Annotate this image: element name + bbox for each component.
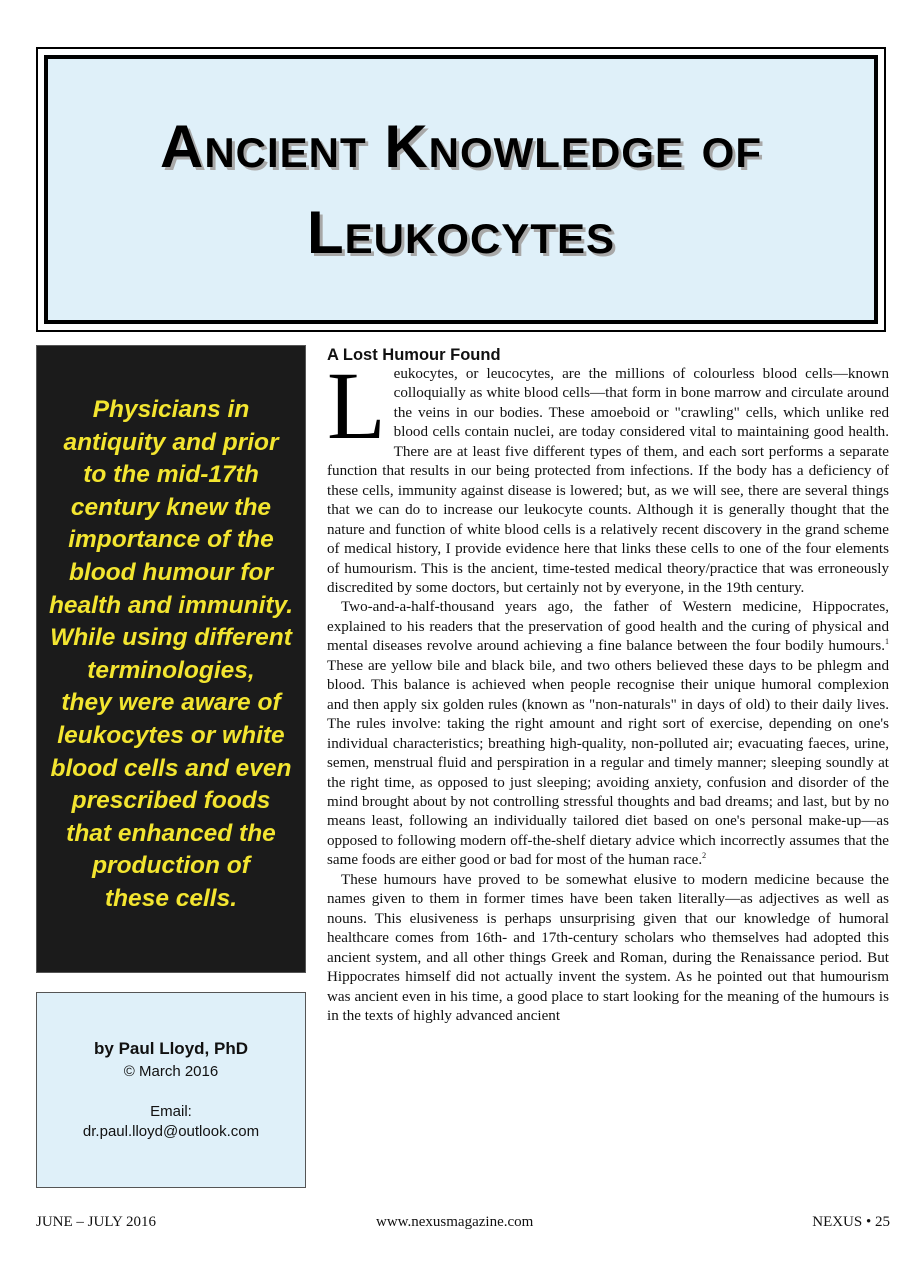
paragraph-3 xyxy=(327,871,889,1027)
author-name: by Paul Lloyd, PhD xyxy=(94,1039,248,1058)
page-footer xyxy=(36,1214,890,1236)
paragraph-1-text: eukocytes, or leucocytes, are the millions of colourless blood cells—known colloquially as white blood cells—that form in bone marrow and circulate around the veins in our bodies. These amoeboid or "crawling" cells, which unlike red blood cells contain nuclei, are today considered vital to maintaining good health. There are at least five different types of them, and each sort performs a separate function that results in our being protected from infections. If the body has a deficiency of these cells, immunity against disease is lowered; but, as we will see, there are several things that we can do to increase our leukocyte counts. Although it is generally thought that the nature and function of white blood cells is a relatively recent discovery in the grand scheme of medical history, I provide evidence here that links these cells to one of the four elements of humourism. This is the ancient, time-tested medical theory/practice that was erroneously discredited by some doctors, but certainly not by everyone, in the 19th century. xyxy=(327,366,889,596)
author-email: dr.paul.lloyd@outlook.com xyxy=(82,1123,260,1140)
title-box xyxy=(36,47,886,332)
paragraph-2-text-a: Two-and-a-half-thousand years ago, the father of Western medicine, Hippocrates, explained to his readers that the preservation of good health and the curing of physical and mental diseases revolve around achieving a fine balance between the four bodily humours. xyxy=(327,599,889,655)
pull-quote-line: these cells. xyxy=(104,884,238,912)
pull-quote-line: blood cells and even xyxy=(50,754,292,782)
paragraph-3-text: These humours have proved to be somewhat elusive to modern medicine because the names given to them in former times have been taken literally—as adjectives as well as nouns. This elusiveness is perhaps unsurprising given that our knowledge of humoral healthcare comes from 16th- and 17th-century scholars who themselves had adopted this ancient system, and all other things Greek and Roman, during the Renaissance period. But Hippocrates himself did not actually invent the system. As he pointed out that humourism was ancient even in his time, a good place to start looking for the meaning of the humours is in the texts of highly advanced ancient xyxy=(327,871,889,1024)
pull-quote-line: Physicians in xyxy=(92,396,250,423)
article-body xyxy=(327,345,889,1026)
paragraph-2-text-b: These are yellow bile and black bile, and two others believed these days to be phlegm and blood. This balance is achieved when people recognise their unique humoral complexion and then apply six golden rules (known as "non-naturals" in days of old) to their daily lives. The rules involve: taking the right amount and right sort of exercise, depending on one's individual characteristics; breathing high-quality, non-polluted air; evacuating faeces, urine, semen, menstrual fluid and perspiration in a regular and timely manner; sleeping soundly at the right time, as opposed to just sleeping; avoiding anxiety, confusion and disorder of the mind brought about by not controlling stressful thoughts and bad dreams; and last, but by no means least, following an individually tailored diet based on one's personal make-up—as opposed to following modern off-the-shelf dietary advice which incorrectly assumes that the same foods are either good or bad for most of the human race. xyxy=(327,657,889,869)
pull-quote-line: to the mid-17th xyxy=(83,461,259,489)
article-title-line-1: Ancient Knowledge of xyxy=(160,112,762,180)
footer-issue: JUNE – JULY 2016 xyxy=(36,1214,157,1230)
pull-quote-line: that enhanced the xyxy=(66,819,276,847)
pull-quote-line: they were aware of xyxy=(61,689,281,717)
pull-quote-line: leukocytes or white xyxy=(57,721,285,749)
footnote-ref-1: 1 xyxy=(885,637,889,647)
article-title-line-2: Leukocytes xyxy=(306,198,616,266)
section-heading: A Lost Humour Found xyxy=(327,346,501,364)
footnote-ref-2: 2 xyxy=(702,851,707,861)
pull-quote-box xyxy=(36,345,306,973)
paragraph-2 xyxy=(327,598,889,870)
pull-quote-line: terminologies, xyxy=(87,656,255,684)
title-box-inner xyxy=(44,55,878,324)
pull-quote-line: prescribed foods xyxy=(71,787,271,815)
footer-website: www.nexusmagazine.com xyxy=(376,1214,534,1230)
pull-quote-line: century knew the xyxy=(70,493,272,521)
author-box xyxy=(36,992,306,1188)
author-date: © March 2016 xyxy=(123,1063,219,1080)
pull-quote-line: antiquity and prior xyxy=(63,428,279,456)
pull-quote-line: health and immunity. xyxy=(48,591,294,619)
pull-quote-line: production of xyxy=(92,852,250,880)
pull-quote-line: blood humour for xyxy=(68,558,274,586)
footer-page-number: NEXUS • 25 xyxy=(812,1214,890,1230)
pull-quote-line: While using different xyxy=(50,624,292,652)
pull-quote-line: importance of the xyxy=(68,526,274,554)
pull-quote xyxy=(37,394,305,916)
drop-cap: L xyxy=(327,352,386,459)
author-email-label: Email: xyxy=(150,1103,192,1120)
